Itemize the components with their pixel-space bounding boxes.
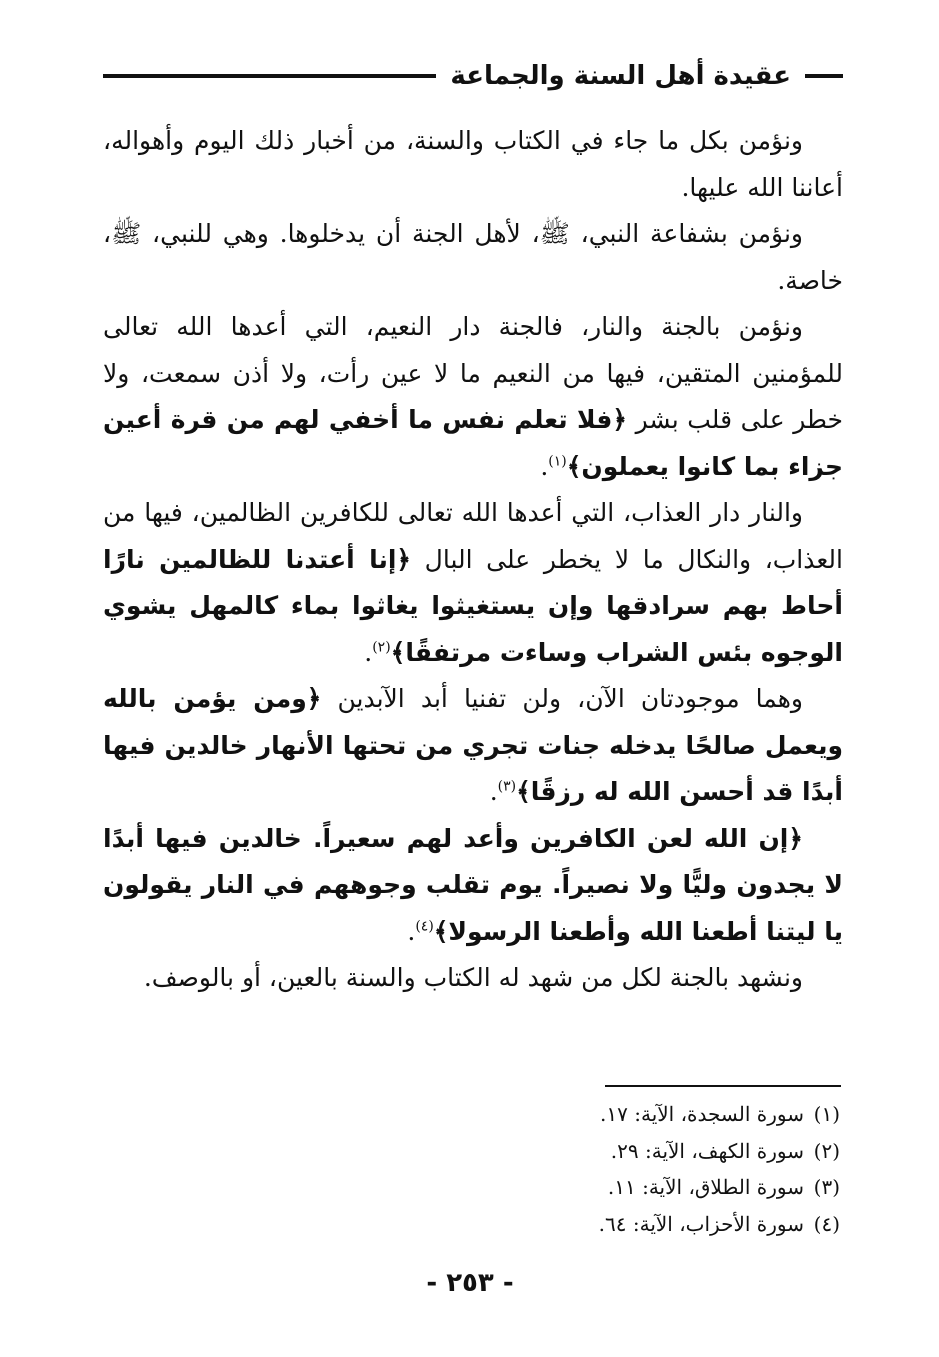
quran-quote-1: ﴿فلا تعلم نفس ما أخفي لهم من قرة أعين جزاء بما كانوا يعملون﴾	[103, 405, 843, 481]
header-rule-left	[103, 74, 436, 78]
footnote-ref-2: (٢)	[372, 639, 391, 656]
paragraph-4	[103, 490, 843, 676]
paragraph-3-text: ونؤمن بالجنة والنار، فالجنة دار النعيم، التي أعدها الله تعالى للمؤمنين المتقين، فيها من النعيم ما لا عين رأت، ولا أذن سمعت، ولا خطر على قلب بشر	[103, 312, 843, 434]
footnotes	[440, 1096, 840, 1242]
footnote-number: (١)	[813, 1102, 840, 1126]
paragraph-6	[103, 816, 843, 956]
paragraph-7: ونشهد بالجنة لكل من شهد له الكتاب والسنة بالعين، أو بالوصف.	[143, 963, 803, 992]
footnote-item	[440, 1206, 840, 1243]
footnote-ref-3: (٣)	[497, 778, 517, 795]
footnote-ref-4: (٤)	[415, 918, 434, 935]
paragraph-2: ونؤمن بشفاعة النبي، ﷺ، لأهل الجنة أن يدخلوها. وهي للنبي، ﷺ، خاصة.	[103, 219, 843, 295]
footnote-number: (٣)	[813, 1175, 840, 1199]
page-number: - ٢٥٣ -	[426, 1268, 514, 1298]
running-header	[103, 54, 843, 98]
body-text	[103, 118, 843, 1002]
quran-quote-3: ﴿ومن يؤمن بالله ويعمل صالحًا يدخله جنات تجري من تحتها الأنهار خالدين فيها أبدًا قد أحسن الله له رزقًا﴾	[103, 684, 843, 806]
paragraph-3-end: .	[540, 451, 549, 481]
footnote-text: سورة الأحزاب، الآية: ٦٤.	[598, 1211, 804, 1236]
paragraph-5-end: .	[489, 777, 498, 806]
header-rule-right	[805, 74, 843, 78]
footnote-item	[440, 1133, 840, 1170]
footnote-separator	[605, 1085, 841, 1087]
header-title: عقيدة أهل السنة والجماعة	[450, 61, 791, 91]
paragraph-6-end: .	[407, 916, 416, 946]
quran-quote-4: ﴿إن الله لعن الكافرين وأعد لهم سعيراً. خالدين فيها أبدًا لا يجدون وليًّا ولا نصيراً. يوم تقلب وجوههم في النار يقولون يا ليتنا أطعنا الله وأطعنا الرسولا﴾	[103, 823, 843, 946]
footnote-number: (٤)	[813, 1211, 840, 1236]
footnote-ref-1: (١)	[548, 453, 567, 470]
paragraph-5	[103, 676, 843, 816]
paragraph-3	[103, 304, 843, 490]
footnote-text: سورة السجدة، الآية: ١٧.	[600, 1102, 804, 1126]
paragraph-5-text: وهما موجودتان الآن، ولن تفنيا أبد الآبدين	[321, 684, 803, 713]
footnote-item	[440, 1096, 840, 1133]
paragraph-4-end: .	[364, 637, 373, 667]
footnote-number: (٢)	[813, 1138, 840, 1163]
paragraph-4-text: والنار دار العذاب، التي أعدها الله تعالى للكافرين الظالمين، فيها من العذاب، والنكال ما لا يخطر على البال	[103, 498, 843, 574]
paragraph-1: ونؤمن بكل ما جاء في الكتاب والسنة، من أخبار ذلك اليوم وأهواله، أعاننا الله عليها.	[103, 126, 843, 202]
footnote-text: سورة الطلاق، الآية: ١١.	[607, 1175, 804, 1199]
footnote-text: سورة الكهف، الآية: ٢٩.	[610, 1138, 804, 1163]
quran-quote-2: ﴿إنا أعتدنا للظالمين نارًا أحاط بهم سرادقها وإن يستغيثوا يغاثوا بماء كالمهل يشوي الوجوه بئس الشراب وساءت مرتفقًا﴾	[103, 544, 843, 667]
footnote-item	[440, 1169, 840, 1206]
